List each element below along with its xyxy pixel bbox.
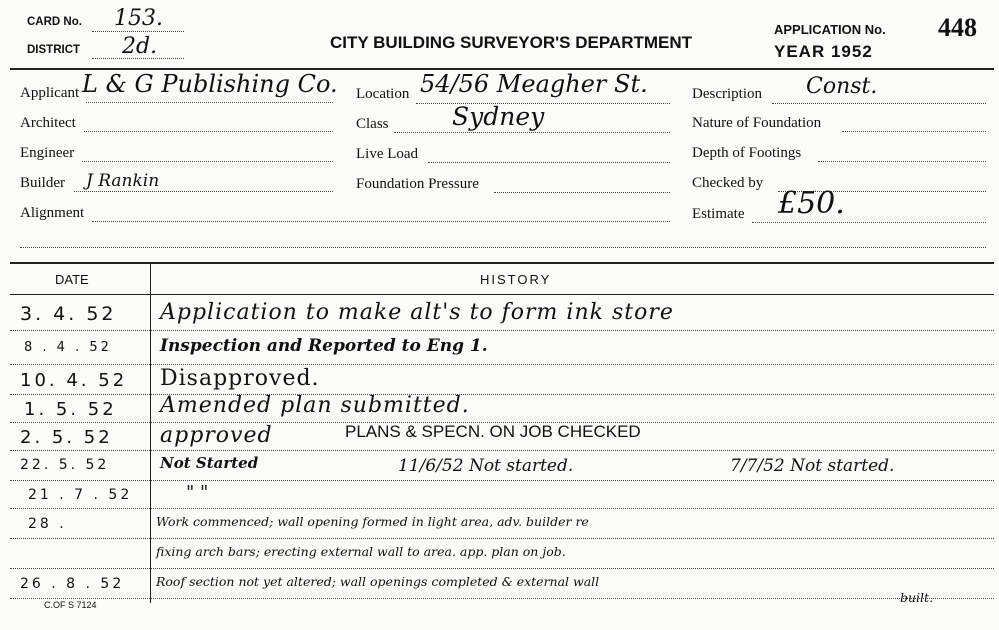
district-value: 2d. — [122, 34, 158, 59]
depth-of-footings-line — [818, 161, 986, 162]
history-date: 3. 4. 52 — [20, 303, 117, 325]
location-label: Location — [356, 86, 410, 102]
live-load-label: Live Load — [356, 146, 419, 162]
district-label: DISTRICT — [27, 44, 81, 56]
history-date: 2. 5. 52 — [20, 427, 113, 448]
class-value: Sydney — [452, 102, 545, 131]
builder-label: Builder — [20, 175, 65, 191]
history-header: HISTORY — [480, 272, 552, 287]
history-date: 28 . — [28, 516, 67, 532]
history-entry: Not Started — [160, 454, 259, 472]
engineer-line — [82, 161, 333, 162]
checked-by-label: Checked by — [692, 175, 764, 191]
row-line — [10, 568, 994, 569]
estimate-value: £50. — [778, 186, 845, 221]
row-line — [10, 364, 994, 365]
history-entry: Work commenced; wall opening formed in light area, adv. builder re — [156, 514, 589, 529]
location-value: 54/56 Meagher St. — [420, 70, 648, 98]
description-label: Description — [692, 86, 762, 102]
estimate-label: Estimate — [692, 206, 745, 222]
history-entry: Disapproved. — [160, 366, 320, 391]
history-header-rule — [10, 294, 994, 295]
applicant-line — [86, 102, 333, 103]
builder-value: J Rankin — [86, 171, 160, 191]
history-entry: " " — [186, 482, 209, 503]
builder-line — [74, 191, 333, 192]
class-label: Class — [356, 116, 389, 132]
row-line — [10, 450, 994, 451]
estimate-line — [752, 222, 986, 223]
architect-line — [84, 131, 333, 132]
row-line — [10, 480, 994, 481]
applicant-value: L & G Publishing Co. — [82, 70, 338, 98]
application-no-value: 448 — [938, 13, 977, 42]
history-date: 21 . 7 . 52 — [28, 487, 133, 503]
row-line — [10, 394, 994, 395]
application-no-label: APPLICATION No. — [774, 22, 886, 37]
applicant-label: Applicant — [20, 85, 80, 101]
class-line — [394, 132, 670, 133]
history-entry: fixing arch bars; erecting external wall to area. app. plan on job. — [156, 544, 566, 559]
history-date: 10. 4. 52 — [20, 370, 128, 391]
live-load-line — [428, 162, 670, 163]
architect-label: Architect — [20, 115, 76, 131]
form-code: C.OF S 7124 — [44, 600, 97, 610]
card-no-line — [92, 31, 184, 32]
year-label: YEAR 1952 — [774, 42, 873, 61]
history-date: 26 . 8 . 52 — [20, 576, 125, 592]
history-entry: Roof section not yet altered; wall openings completed & external wall — [156, 574, 600, 589]
foundation-pressure-line — [494, 192, 670, 193]
district-line — [92, 58, 184, 59]
nature-of-foundation-label: Nature of Foundation — [692, 115, 822, 131]
plans-checked-stamp: PLANS & SPECN. ON JOB CHECKED — [345, 422, 641, 441]
card-no-value: 153. — [114, 6, 163, 31]
engineer-label: Engineer — [20, 145, 75, 161]
depth-of-footings-label: Depth of Footings — [692, 145, 802, 161]
department-title: CITY BUILDING SURVEYOR'S DEPARTMENT — [330, 33, 693, 52]
nature-of-foundation-line — [842, 131, 986, 132]
history-date: 22. 5. 52 — [20, 457, 110, 473]
alignment-label: Alignment — [20, 205, 85, 221]
date-header: DATE — [55, 272, 89, 287]
history-entry-followup: 7/7/52 Not started. — [730, 456, 895, 476]
row-line — [10, 538, 994, 539]
row-line — [10, 330, 994, 331]
history-entry: Amended plan submitted. — [160, 393, 470, 418]
row-line — [10, 508, 994, 509]
row-line — [10, 598, 994, 599]
description-line — [772, 103, 986, 104]
history-date: 8 . 4 . 52 — [24, 340, 112, 355]
history-top-rule — [10, 262, 994, 264]
history-entry: Application to make alt's to form ink store — [160, 300, 674, 325]
history-entry-continued: built. — [900, 590, 934, 605]
history-entry-followup: 11/6/52 Not started. — [398, 456, 574, 476]
history-entry: Inspection and Reported to Eng 1. — [160, 336, 488, 356]
alignment-line — [92, 221, 670, 222]
date-column-divider — [150, 263, 151, 603]
history-entry: approved — [160, 423, 273, 448]
card-no-label: CARD No. — [27, 16, 82, 28]
description-value: Const. — [806, 74, 878, 99]
foundation-pressure-label: Foundation Pressure — [356, 176, 479, 192]
blank-line — [20, 247, 986, 248]
history-date: 1. 5. 52 — [24, 399, 117, 420]
